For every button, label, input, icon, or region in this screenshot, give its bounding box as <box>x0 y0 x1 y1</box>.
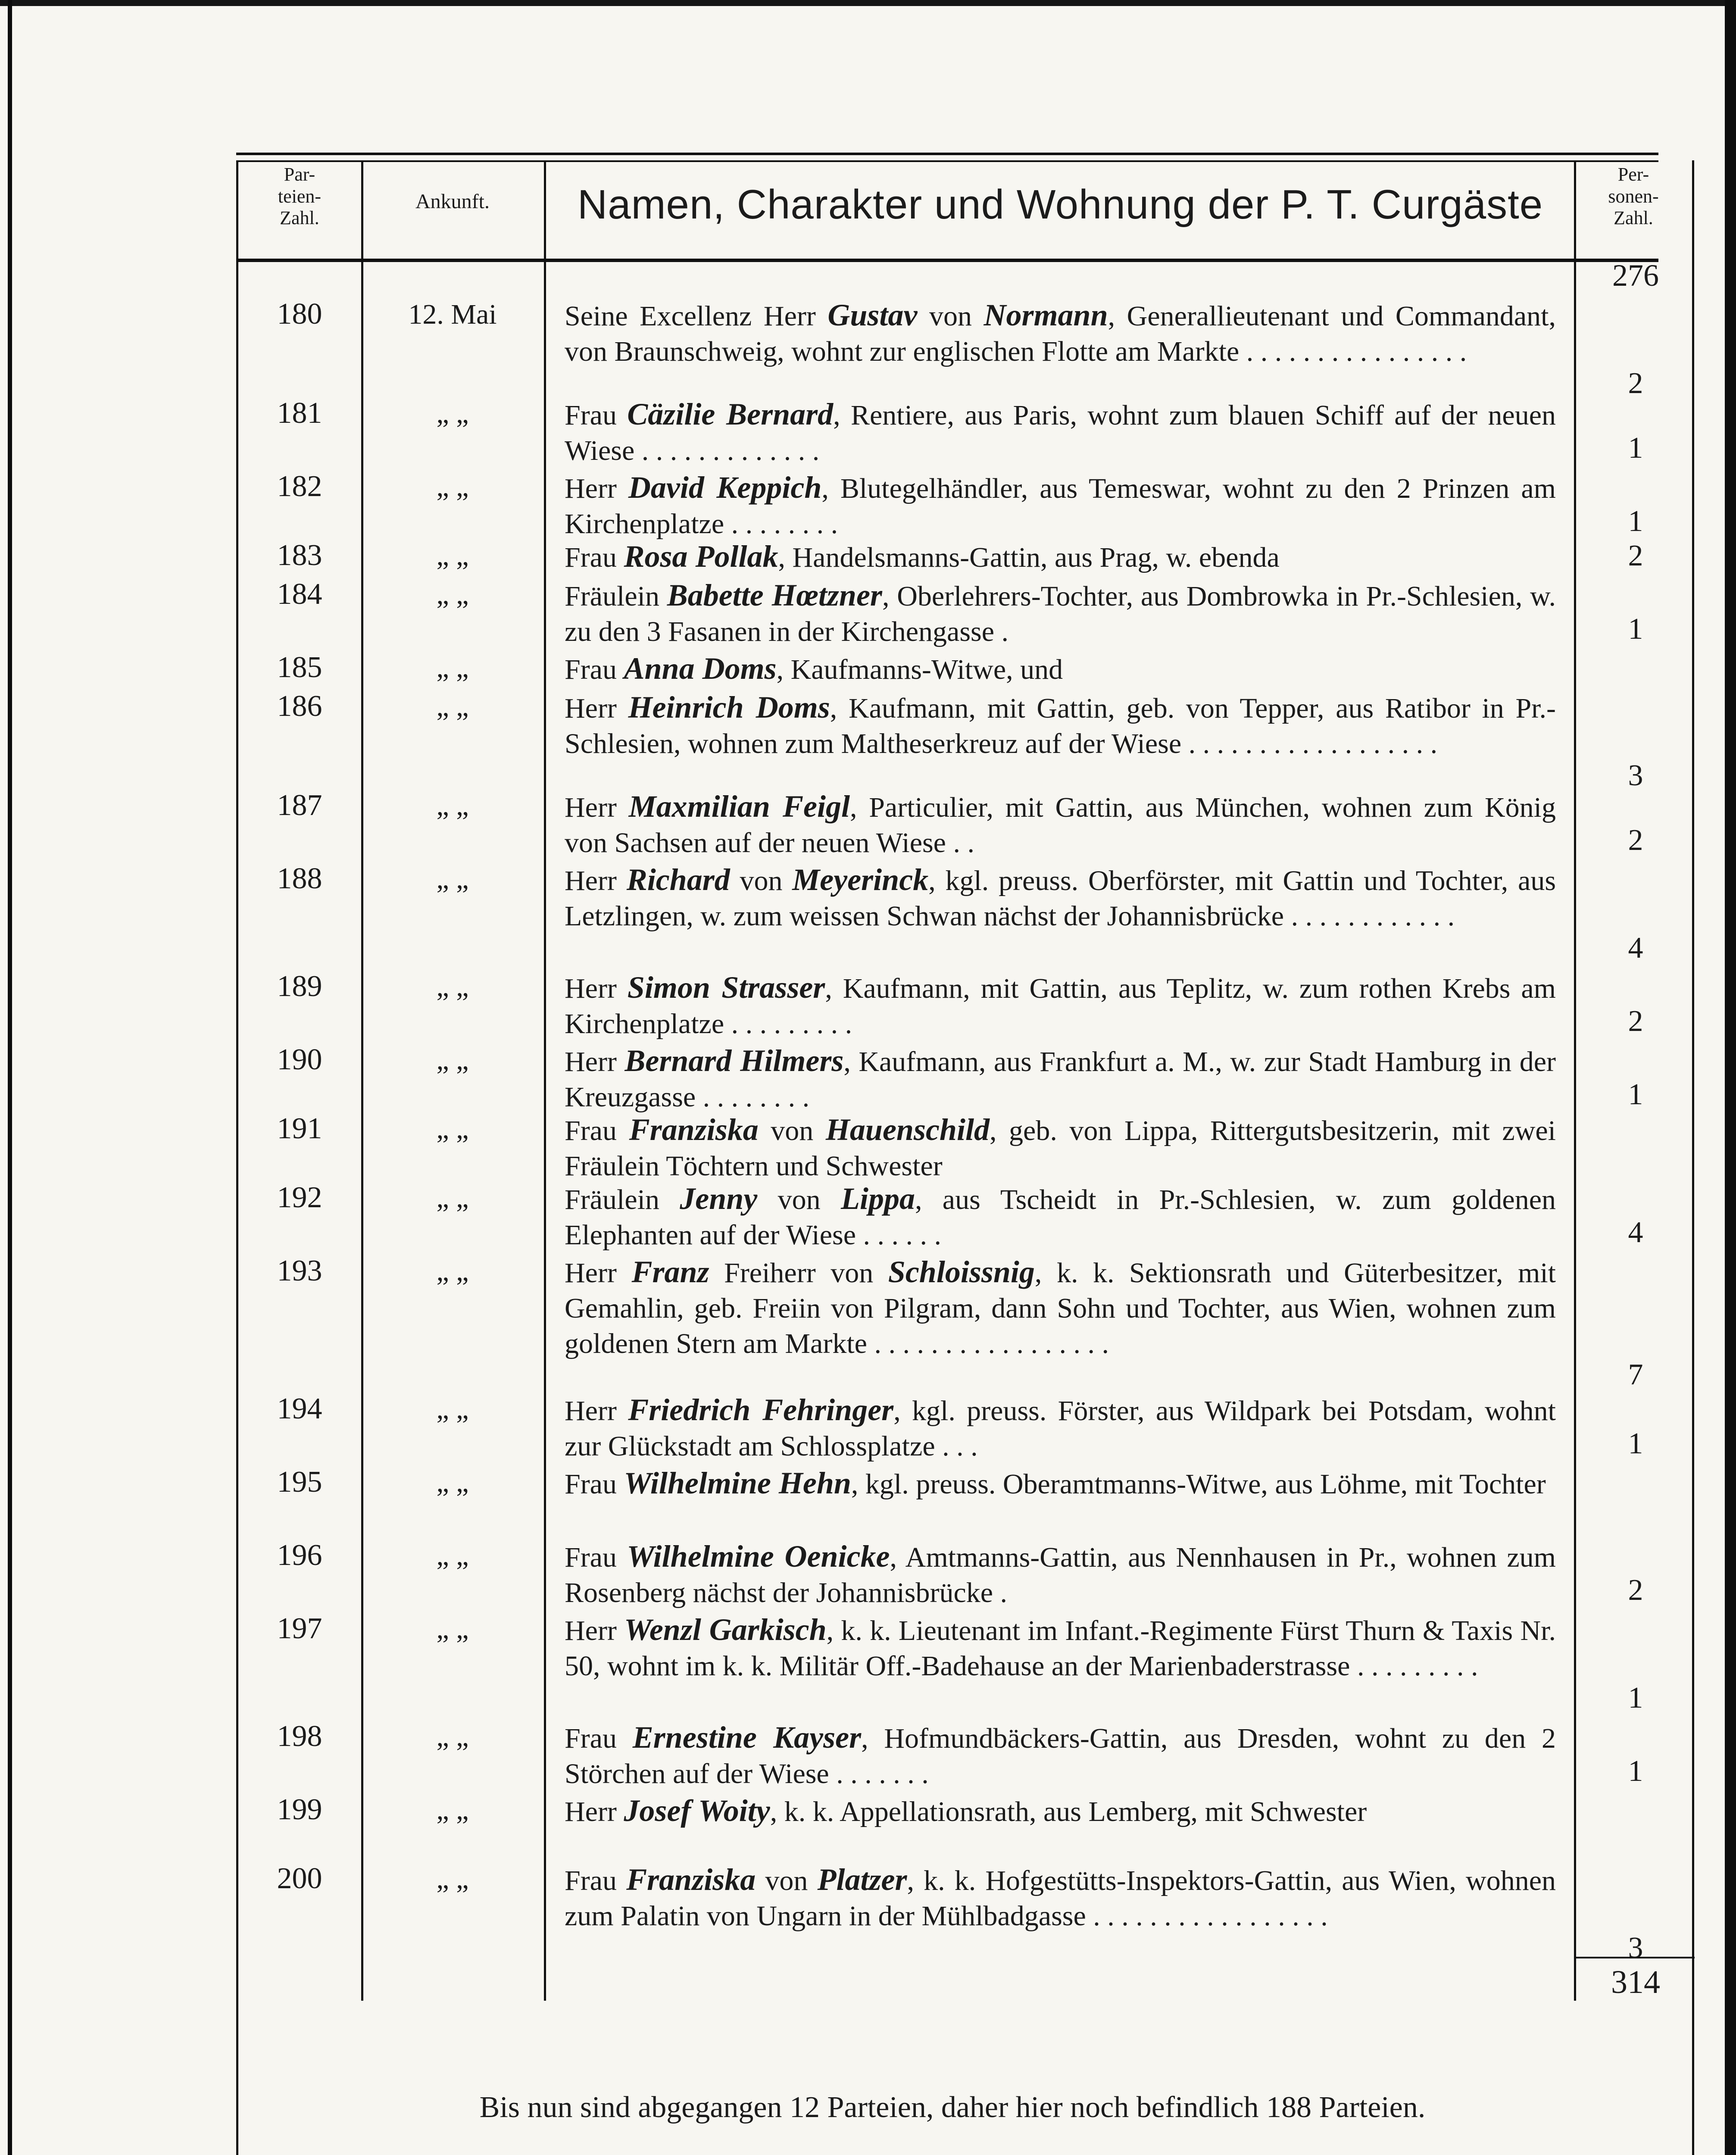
arrival-date: „ „ <box>436 398 469 429</box>
guest-text: Frau <box>565 542 624 573</box>
person-count: 2 <box>1628 367 1643 400</box>
guest-name: David Keppich <box>628 470 822 505</box>
arrival-date: „ „ <box>436 579 469 610</box>
person-count: 7 <box>1628 1358 1643 1391</box>
page-right-edge <box>1725 0 1736 2155</box>
person-count: 2 <box>1628 1574 1643 1607</box>
guest-text: von <box>757 1184 841 1215</box>
guest-name: Cäzilie Bernard <box>627 397 834 431</box>
guest-text: Frau <box>565 1115 629 1146</box>
guest-description <box>565 789 1556 861</box>
guest-name: Richard <box>626 862 730 897</box>
arrival-date: „ „ <box>436 540 469 572</box>
person-count: 2 <box>1628 1005 1643 1038</box>
guest-description <box>565 578 1556 650</box>
table-top-rule-inner <box>236 160 1658 162</box>
guest-text: Herr <box>565 865 627 896</box>
guest-text: , kgl. preuss. Oberamtmanns-Witwe, aus Löhme, mit Tochter <box>851 1468 1546 1500</box>
guest-text: , Rentiere, aus Paris, wohnt zum blauen Schiff auf der neuen Wiese . . . . . . . . . . . . . <box>565 400 1556 466</box>
guest-description <box>565 1254 1556 1362</box>
guest-text: , aus Tscheidt in Pr.-Schlesien, w. zum goldenen Elephanten auf der Wiese . . . . . . <box>565 1184 1556 1251</box>
guest-name: Franziska <box>626 1862 756 1897</box>
guest-description <box>565 1181 1556 1253</box>
header-rule <box>236 259 1658 262</box>
party-number: 200 <box>277 1862 322 1895</box>
guest-text: Frau <box>565 1865 627 1896</box>
arrival-date: „ „ <box>436 1467 469 1498</box>
column-divider <box>236 160 238 2155</box>
arrival-date: „ „ <box>436 1044 469 1076</box>
guest-text: , kgl. preuss. Förster, aus Wildpark bei Potsdam, wohnt zur Glückstadt am Schlossplatze . . . <box>565 1395 1556 1462</box>
guest-name: Friedrich Fehringer <box>628 1393 894 1427</box>
party-number: 180 <box>277 297 322 331</box>
party-number: 181 <box>277 397 322 430</box>
guest-description <box>565 1793 1556 1830</box>
party-number: 198 <box>277 1720 322 1753</box>
guest-text: Herr <box>565 1046 625 1078</box>
arrival-date: „ „ <box>436 1540 469 1571</box>
guest-description <box>565 651 1556 687</box>
party-number: 194 <box>277 1392 322 1425</box>
guest-text: , k. k. Lieutenant im Infant.-Regimente Fürst Thurn & Taxis Nr. 50, wohnt im k. k. Militär Off.-Badehause an der Marienbaderstrasse . . . . . . . . . <box>565 1615 1556 1682</box>
guest-text: von <box>730 865 793 896</box>
person-count: 4 <box>1628 931 1643 965</box>
party-number: 190 <box>277 1043 322 1076</box>
arrival-date: „ „ <box>436 471 469 503</box>
guest-description <box>565 970 1556 1042</box>
guest-description <box>565 1392 1556 1464</box>
guest-description <box>565 397 1556 468</box>
column-divider <box>1574 160 1576 2001</box>
header-ankunft: Ankunft. <box>415 190 490 213</box>
column-divider <box>361 160 363 2001</box>
guest-text: , Kaufmann, aus Frankfurt a. M., w. zur Stadt Hamburg in der Kreuzgasse . . . . . . . . <box>565 1046 1556 1113</box>
arrival-date: „ „ <box>436 863 469 895</box>
table-top-rule <box>236 153 1658 155</box>
arrival-date: „ „ <box>436 652 469 684</box>
party-number: 196 <box>277 1539 322 1572</box>
guest-name: Meyerinck <box>792 862 929 897</box>
guest-name: Normann <box>984 298 1108 332</box>
person-count: 1 <box>1628 1681 1643 1715</box>
guest-name: Ernestine Kayser <box>632 1720 862 1755</box>
page-top-edge <box>0 0 1736 6</box>
guest-name: Lippa <box>840 1181 915 1216</box>
guest-text: Frau <box>565 400 628 431</box>
arrival-date: „ „ <box>436 1113 469 1145</box>
guest-name: Babette Hœtzner <box>667 578 882 612</box>
guest-text: , k. k. Hofgestütts-Inspektors-Gattin, aus Wien, wohnen zum Palatin von Ungarn in der Mühlbadgasse . . . . . . . . . . . . . . . . . <box>565 1865 1556 1932</box>
guest-text: , Particulier, mit Gattin, aus München, wohnen zum König von Sachsen auf der neuen Wiese . . <box>565 792 1556 859</box>
party-number: 186 <box>277 690 322 723</box>
guest-name: Anna Doms <box>624 651 777 686</box>
party-number: 187 <box>277 789 322 822</box>
guest-name: Hauenschild <box>825 1112 990 1147</box>
guest-text: Herr <box>565 1257 632 1289</box>
footer-note: Bis nun sind abgegangen 12 Parteien, daher hier noch befindlich 188 Parteien. <box>479 2091 1426 2124</box>
guest-text: Frau <box>565 1468 624 1500</box>
person-count: 1 <box>1628 612 1643 646</box>
arrival-date: „ „ <box>436 1393 469 1425</box>
guest-description <box>565 1862 1556 1934</box>
guest-text: , Kaufmann, mit Gattin, aus Teplitz, w. zum rothen Krebs am Kirchenplatze . . . . . . . . . <box>565 973 1556 1040</box>
guest-name: Wilhelmine Hehn <box>624 1466 851 1500</box>
party-number: 192 <box>277 1181 322 1214</box>
arrival-date: „ „ <box>436 971 469 1003</box>
person-count: 1 <box>1628 431 1643 465</box>
guest-text: , Kaufmann, mit Gattin, geb. von Tepper, aus Ratibor in Pr.-Schlesien, wohnen zum Maltheserkreuz auf der Wiese . . . . . . . . . . . . . . . . . . <box>565 693 1556 759</box>
party-number: 191 <box>277 1112 322 1145</box>
guest-description <box>565 1112 1556 1184</box>
page-left-edge <box>8 0 12 2155</box>
guest-text: Frau <box>565 654 624 685</box>
guest-text: Herr <box>565 973 628 1004</box>
party-number: 195 <box>277 1465 322 1499</box>
person-count: 2 <box>1628 824 1643 857</box>
arrival-date: „ „ <box>436 1256 469 1287</box>
guest-text: , k. k. Sektionsrath und Güterbesitzer, mit Gemahlin, geb. Freiin von Pilgram, dann Sohn und Tochter, aus Wien, wohnen zum goldenen Stern am Markte . . . . . . . . . . . . . . . . . <box>565 1257 1556 1359</box>
guest-text: Frau <box>565 1723 633 1754</box>
person-count: 1 <box>1628 505 1643 538</box>
party-number: 183 <box>277 539 322 572</box>
arrival-date: „ „ <box>436 1613 469 1645</box>
guest-text: Fräulein <box>565 581 667 612</box>
guest-text: , Oberlehrers-Tochter, aus Dombrowka in Pr.-Schlesien, w. zu den 3 Fasanen in der Kirchengasse . <box>565 581 1556 647</box>
guest-text: Herr <box>565 1615 624 1646</box>
guest-text: von <box>758 1115 826 1146</box>
guest-text: , k. k. Appellationsrath, aus Lemberg, mit Schwester <box>770 1796 1367 1827</box>
guest-text: , Blutegelhändler, aus Temeswar, wohnt zu den 2 Prinzen am Kirchenplatze . . . . . . . . <box>565 473 1556 540</box>
person-count: 1 <box>1628 1427 1643 1460</box>
guest-text: von <box>756 1865 818 1896</box>
guest-text: , Handelsmanns-Gattin, aus Prag, w. ebenda <box>778 542 1280 573</box>
guest-name: Schloissnig <box>888 1255 1035 1289</box>
guest-name: Jenny <box>680 1181 758 1216</box>
person-count: 1 <box>1628 1755 1643 1788</box>
guest-description <box>565 862 1556 934</box>
guest-name: Wilhelmine Oenicke <box>627 1539 890 1574</box>
header-parteien-zahl: Par- teien- Zahl. <box>278 164 322 229</box>
guest-name: Platzer <box>817 1862 907 1897</box>
party-number: 182 <box>277 470 322 503</box>
guest-text: , Generallieutenant und Commandant, von Braunschweig, wohnt zur englischen Flotte am Markte . . . . . . . . . . . . . . . . <box>565 300 1556 367</box>
guest-description <box>565 470 1556 542</box>
arrival-date: „ „ <box>436 1863 469 1895</box>
guest-description <box>565 539 1556 575</box>
guest-name: Franz <box>631 1255 709 1289</box>
person-count: 4 <box>1628 1216 1643 1249</box>
party-number: 197 <box>277 1612 322 1645</box>
guest-name: Franziska <box>629 1112 759 1147</box>
guest-description <box>565 1720 1556 1792</box>
party-number: 193 <box>277 1254 322 1287</box>
arrival-date: „ „ <box>436 1182 469 1214</box>
party-number: 185 <box>277 651 322 684</box>
guest-text: , Amtmanns-Gattin, aus Nennhausen in Pr., wohnen zum Rosenberg nächst der Johannisbrücke . <box>565 1542 1556 1608</box>
guest-name: Gustav <box>827 298 918 332</box>
guest-text: Frau <box>565 1542 627 1573</box>
arrival-date: „ „ <box>436 790 469 821</box>
guest-text: Seine Excellenz Herr <box>565 300 828 332</box>
guest-name: Simon Strasser <box>627 970 825 1005</box>
guest-text: , kgl. preuss. Oberförster, mit Gattin und Tochter, aus Letzlingen, w. zum weissen Schwan nächst der Johannisbrücke . . . . . . . . . . . . <box>565 865 1556 932</box>
guest-text: , Hofmundbäckers-Gattin, aus Dresden, wohnt zu den 2 Störchen auf der Wiese . . . . . . . <box>565 1723 1556 1790</box>
party-number: 184 <box>277 578 322 611</box>
guest-text: Herr <box>565 1395 628 1427</box>
guest-text: , Kaufmanns-Witwe, und <box>776 654 1063 685</box>
person-count: 1 <box>1628 1078 1643 1111</box>
guest-text: Herr <box>565 693 628 724</box>
carry-over-count: 276 <box>1612 258 1659 293</box>
guest-text: Herr <box>565 473 628 504</box>
guest-description <box>565 1612 1556 1684</box>
party-number: 199 <box>277 1793 322 1826</box>
guest-text: Freiherr von <box>709 1257 888 1289</box>
party-number: 188 <box>277 862 322 895</box>
guest-name: Wenzl Garkisch <box>624 1612 827 1647</box>
arrival-date: 12. Mai <box>408 299 497 330</box>
guest-description <box>565 1539 1556 1611</box>
column-divider <box>544 160 546 2001</box>
guest-text: Fräulein <box>565 1184 680 1215</box>
guest-description <box>565 690 1556 762</box>
guest-description <box>565 1465 1556 1502</box>
guest-text: von <box>917 300 984 332</box>
person-count: 3 <box>1628 1931 1643 1964</box>
total-count: 314 <box>1611 1964 1660 2000</box>
guest-name: Rosa Pollak <box>624 539 778 574</box>
guest-description <box>565 1043 1556 1115</box>
guest-description <box>565 297 1556 369</box>
guest-name: Josef Woity <box>624 1793 770 1828</box>
guest-name: Maxmilian Feigl <box>628 789 850 824</box>
guest-name: Heinrich Doms <box>628 690 830 725</box>
guest-name: Bernard Hilmers <box>624 1043 844 1078</box>
arrival-date: „ „ <box>436 1721 469 1752</box>
header-personen-zahl: Per- sonen- Zahl. <box>1608 164 1659 229</box>
person-count: 2 <box>1628 539 1643 572</box>
arrival-date: „ „ <box>436 691 469 722</box>
guest-text: Herr <box>565 792 629 823</box>
guest-text: , geb. von Lippa, Rittergutsbesitzerin, mit zwei Fräulein Töchtern und Schwester <box>565 1115 1556 1182</box>
person-count: 3 <box>1628 759 1643 792</box>
party-number: 189 <box>277 970 322 1003</box>
arrival-date: „ „ <box>436 1794 469 1826</box>
guest-text: Herr <box>565 1796 624 1827</box>
column-divider <box>1692 160 1694 2155</box>
page-title: Namen, Charakter und Wohnung der P. T. Curgäste <box>577 181 1543 228</box>
